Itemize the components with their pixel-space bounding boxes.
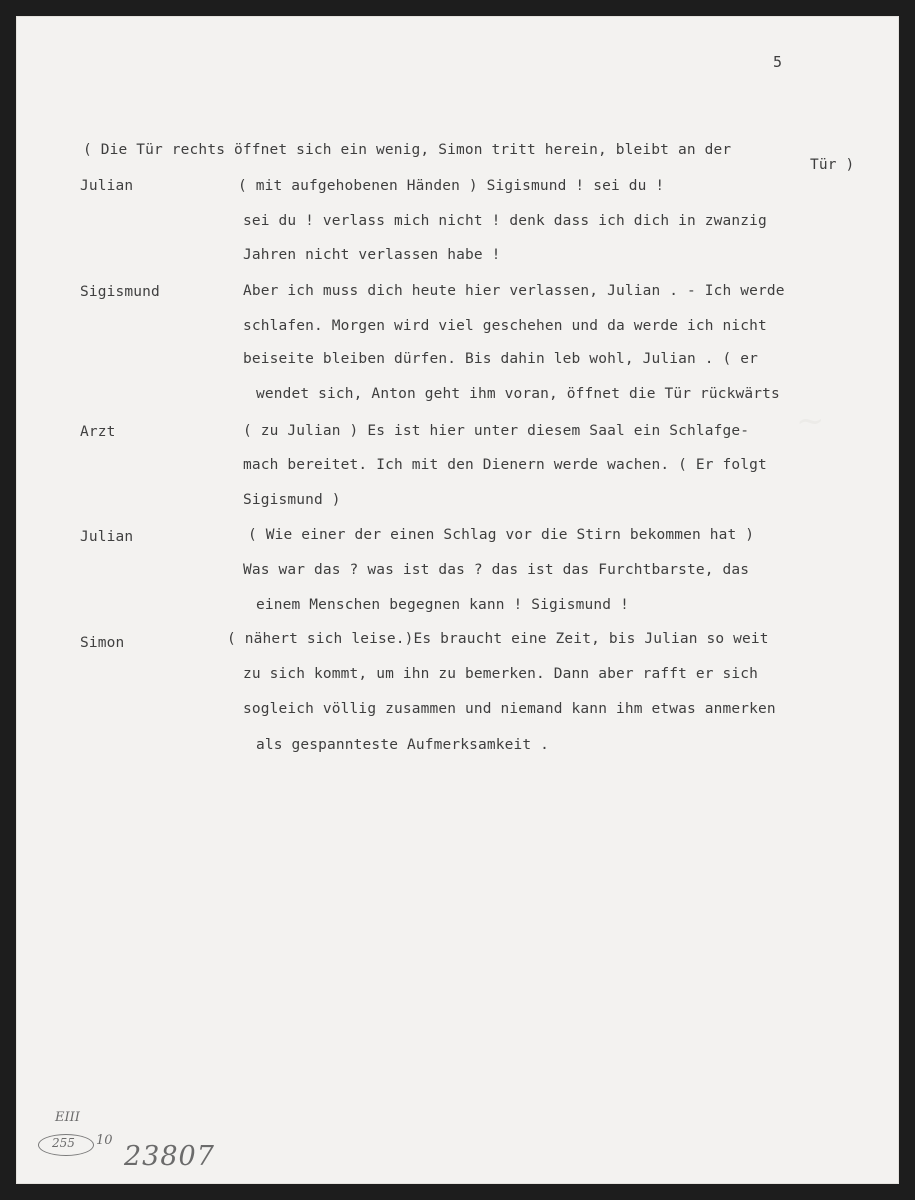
archive-signature-mark: EIII xyxy=(55,1110,80,1125)
speaker-julian: Julian xyxy=(80,529,134,545)
archive-circled-number: 255 xyxy=(52,1136,75,1150)
dialogue-line: wendet sich, Anton geht ihm voran, öffnet die Tür rückwärts xyxy=(256,386,780,402)
dialogue-line: mach bereitet. Ich mit den Dienern werde wachen. ( Er folgt xyxy=(243,457,767,473)
dialogue-line: beiseite bleiben dürfen. Bis dahin leb wohl, Julian . ( er xyxy=(243,351,759,367)
stage-direction-line-1: ( Die Tür rechts öffnet sich ein wenig, Simon tritt herein, bleibt an der xyxy=(83,142,732,158)
dialogue-line: ( Wie einer der einen Schlag vor die Stirn bekommen hat ) xyxy=(248,527,755,543)
dialogue-line: ( nähert sich leise.)Es braucht eine Zeit, bis Julian so weit xyxy=(227,631,769,647)
dialogue-line: Was war das ? was ist das ? das ist das Furchtbarste, das xyxy=(243,562,750,578)
dialogue-line: zu sich kommt, um ihn zu bemerken. Dann aber rafft er sich xyxy=(243,666,759,682)
speaker-arzt: Arzt xyxy=(80,424,116,440)
speaker-sigismund: Sigismund xyxy=(80,284,160,300)
stage-direction-line-2: Tür ) xyxy=(810,157,855,173)
speaker-julian: Julian xyxy=(80,178,134,194)
bleed-through-mark: ~ xyxy=(796,401,825,441)
dialogue-line: einem Menschen begegnen kann ! Sigismund ! xyxy=(256,597,629,613)
dialogue-line: als gespannteste Aufmerksamkeit . xyxy=(256,737,550,753)
dialogue-line: schlafen. Morgen wird viel geschehen und da werde ich nicht xyxy=(243,318,767,334)
page-number: 5 xyxy=(773,53,783,71)
dialogue-line: Sigismund ) xyxy=(243,492,341,508)
speaker-simon: Simon xyxy=(80,635,125,651)
dialogue-line: sogleich völlig zusammen und niemand kann ihm etwas anmerken xyxy=(243,701,776,717)
archive-number: 23807 xyxy=(124,1141,215,1172)
dialogue-line: ( zu Julian ) Es ist hier unter diesem Saal ein Schlafge- xyxy=(243,423,750,439)
dialogue-line: sei du ! verlass mich nicht ! denk dass ich dich in zwanzig xyxy=(243,213,767,229)
dialogue-line: Aber ich muss dich heute hier verlassen, Julian . - Ich werde xyxy=(243,283,785,299)
dialogue-line: ( mit aufgehobenen Händen ) Sigismund ! sei du ! xyxy=(238,178,665,194)
dialogue-line: Jahren nicht verlassen habe ! xyxy=(243,247,501,263)
archive-small-number: 10 xyxy=(96,1133,113,1148)
